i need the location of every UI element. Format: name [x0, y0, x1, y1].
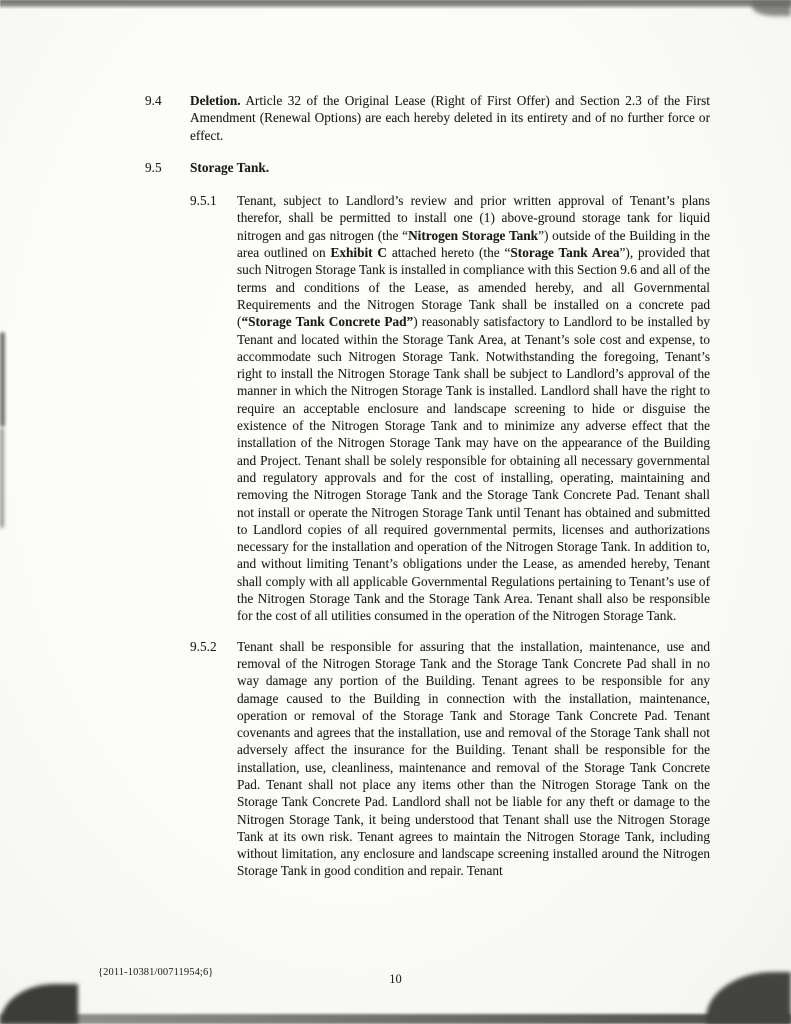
- section-9-5-number: 9.5: [145, 159, 162, 175]
- section-9-5-text: [190, 159, 710, 176]
- scan-artifact-bottom-strip: [0, 1014, 791, 1024]
- subsection-9-5-2-body: Tenant shall be responsible for assuring that the installation, maintenance, use and removal of the Nitrogen Storage Tank and the Storage Tank Concrete Pad shall in no way damage any portion of the Building. Tenant agrees to be responsible for any damage caused to the Building in connection with the installation, maintenance, operation or removal of the Storage Tank and Storage Tank Concrete Pad. Tenant covenants and agrees that the installation, use and removal of the Storage Tank shall not adversely affect the insurance for the Building. Tenant shall be responsible for the installation, use, cleanliness, maintenance and removal of the Storage Tank Concrete Pad. Tenant shall not place any items other than the Nitrogen Storage Tank on the Storage Tank Concrete Pad. Landlord shall not be liable for any theft or damage to the Nitrogen Storage Tank, it being understood that Tenant shall use the Nitrogen Storage Tank at its own risk. Tenant agrees to maintain the Nitrogen Storage Tank, including without limitation, any enclosure and landscape screening installed around the Nitrogen Storage Tank in good condition and repair. Tenant: [237, 638, 710, 879]
- footer-page-number: 10: [389, 972, 402, 986]
- section-9-5: [145, 159, 710, 176]
- section-9-4-number: 9.4: [145, 93, 162, 108]
- subsection-9-5-2: [190, 638, 710, 880]
- subsection-9-5-1-body: Tenant, subject to Landlord’s review and prior written approval of Tenant’s plans therefor, shall be permitted to install one (1) above-ground storage tank for liquid nitrogen and gas nitrogen (the “Nitrogen Storage Tank”) outside of the Building in the area outlined on Exhibit C attached hereto (the “Storage Tank Area”), provided that such Nitrogen Storage Tank is installed in compliance with this Section 9.6 and all of the terms and conditions of the Lease, as amended hereby, and all Governmental Requirements and the Nitrogen Storage Tank shall be installed on a concrete pad (“Storage Tank Concrete Pad”) reasonably satisfactory to Landlord to be installed by Tenant and located within the Storage Tank Area, at Tenant’s sole cost and expense, to accommodate such Nitrogen Storage Tank. Notwithstanding the foregoing, Tenant’s right to install the Nitrogen Storage Tank shall be subject to Landlord’s approval of the manner in which the Nitrogen Storage Tank is installed. Landlord shall have the right to require an acceptable enclosure and landscape screening to hide or disguise the existence of the Nitrogen Storage Tank and to minimize any adverse effect that the installation of the Nitrogen Storage Tank may have on the appearance of the Building and Project. Tenant shall be solely responsible for obtaining all necessary governmental and regulatory approvals and for the cost of installing, operating, maintaining and removing the Nitrogen Storage Tank and the Storage Tank Concrete Pad. Tenant shall not install or operate the Nitrogen Storage Tank until Tenant has obtained and submitted to Landlord copies of all required governmental permits, licenses and authorizations necessary for the installation and operation of the Nitrogen Storage Tank. In addition to, and without limiting Tenant’s obligations under the Lease, as amended hereby, Tenant shall comply with all applicable Governmental Regulations pertaining to Tenant’s use of the Nitrogen Storage Tank and the Storage Tank Area. Tenant shall also be responsible for the cost of all utilities consumed in the operation of the Nitrogen Storage Tank.: [237, 193, 711, 624]
- section-9-4-text: [190, 92, 710, 144]
- subsection-9-5-2-number: 9.5.2: [190, 638, 217, 654]
- footer-document-id: {2011-10381/00711954;6}: [98, 967, 214, 978]
- subsection-9-5-1: [190, 192, 710, 624]
- subsection-9-5-1-number: 9.5.1: [190, 193, 217, 209]
- section-9-5-heading: Storage Tank.: [190, 159, 270, 175]
- scan-artifact-bottom-left-corner: [0, 984, 78, 1024]
- section-9-4: [145, 92, 710, 144]
- section-9-4-heading: Deletion.: [190, 93, 241, 108]
- section-9-4-body: Article 32 of the Original Lease (Right of First Offer) and Section 2.3 of the First Amendment (Renewal Options) are each hereby deleted in its entirety and of no further force or effect.: [190, 93, 710, 143]
